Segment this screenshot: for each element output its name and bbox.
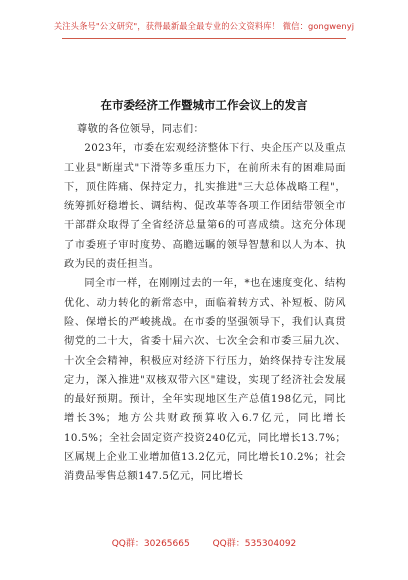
document-body	[64, 120, 346, 487]
footer	[0, 536, 408, 549]
greeting: 尊敬的各位领导，同志们：	[77, 124, 205, 135]
paragraph: 2023年，市委在宏观经济整体下行、央企压产以及重点工业县"断崖式"下滑等多重压力下，在前所未有的困难局面下，顶住阵痛、保持定力，扎实推进"三大总体战略工程"，统筹抓好稳增长、调结构、促改革等各项工作团结带领全市干部群众取得了全省经济总量第6的可喜成绩。这充分体现了市委班子审时度势、高瞻远瞩的领导智慧和以人为本、执政为民的责任担当。	[64, 143, 346, 271]
paragraph: 同全市一样，在刚刚过去的一年，*也在速度变化、结构优化、动力转化的新常态中，面临着转方式、补短板、防风险、保增长的严峻挑战。在市委的坚强领导下，我们认真贯彻党的二十大，省委十届六次、七次全会和市委三届九次、十次全会精神，积极应对经济下行压力，始终保持专注发展定力，深入推进"双核双带六区"建设，实现了经济社会发展的最好预期。预计，全年实现地区生产总值198亿元，同比增长3%；地方公共财政预算收入6.7亿元，同比增长10.5%；全社会固定资产投资240亿元，同比增长13.7%；区属规上企业工业增加值13.2亿元，同比增长10.2%；社会消费品零售总额147.5亿元，同比增长	[64, 278, 346, 483]
header-divider	[62, 38, 346, 39]
header-banner: 关注头条号"公文研究"，获得最新最全最专业的公文资料库！ 微信：gongwenyj	[53, 21, 355, 31]
document-title: 在市委经济工作暨城市工作会议上的发言	[100, 98, 308, 112]
qq-group-1: QQ群：30265665	[111, 539, 190, 549]
qq-group-2: QQ群：535304092	[212, 539, 297, 549]
